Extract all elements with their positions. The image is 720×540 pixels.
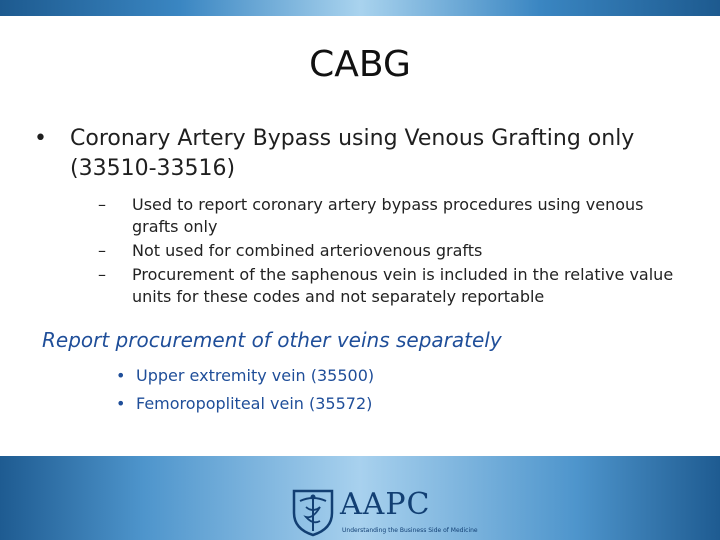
dash-icon: – bbox=[98, 195, 106, 214]
sub-bullet-text: Procurement of the saphenous vein is included in the relative value units for these codes and not separately reportable bbox=[132, 265, 674, 306]
logo-tagline: Understanding the Business Side of Medicine bbox=[342, 527, 478, 534]
slide-body bbox=[30, 124, 690, 310]
callout-item-text: Femoropopliteal vein (35572) bbox=[136, 394, 373, 413]
callout-list bbox=[116, 362, 374, 418]
sub-bullet-text: Not used for combined arteriovenous grafts bbox=[132, 241, 483, 260]
callout-item bbox=[116, 390, 374, 418]
callout-item-text: Upper extremity vein (35500) bbox=[136, 366, 375, 385]
sub-bullet bbox=[98, 240, 690, 262]
bullet-icon: • bbox=[34, 126, 47, 151]
sub-bullet-list bbox=[30, 194, 690, 308]
sub-bullet bbox=[98, 264, 690, 308]
sub-bullet-text: Used to report coronary artery bypass procedures using venous grafts only bbox=[132, 195, 644, 236]
bullet-icon: • bbox=[116, 366, 126, 385]
main-bullet-line2: (33510-33516) bbox=[70, 156, 236, 181]
slide-title: CABG bbox=[309, 44, 411, 85]
callout-heading: Report procurement of other veins separately bbox=[42, 328, 502, 352]
bullet-icon: • bbox=[116, 394, 126, 413]
dash-icon: – bbox=[98, 265, 106, 284]
caduceus-shield-icon bbox=[290, 487, 336, 537]
sub-bullet bbox=[98, 194, 690, 238]
logo-wordmark: AAPC bbox=[340, 487, 431, 522]
dash-icon: – bbox=[98, 241, 106, 260]
main-bullet bbox=[30, 124, 690, 184]
main-bullet-line1: Coronary Artery Bypass using Venous Grafting only bbox=[70, 126, 635, 151]
top-banner bbox=[0, 0, 720, 16]
aapc-logo bbox=[290, 487, 478, 537]
callout-item bbox=[116, 362, 374, 390]
